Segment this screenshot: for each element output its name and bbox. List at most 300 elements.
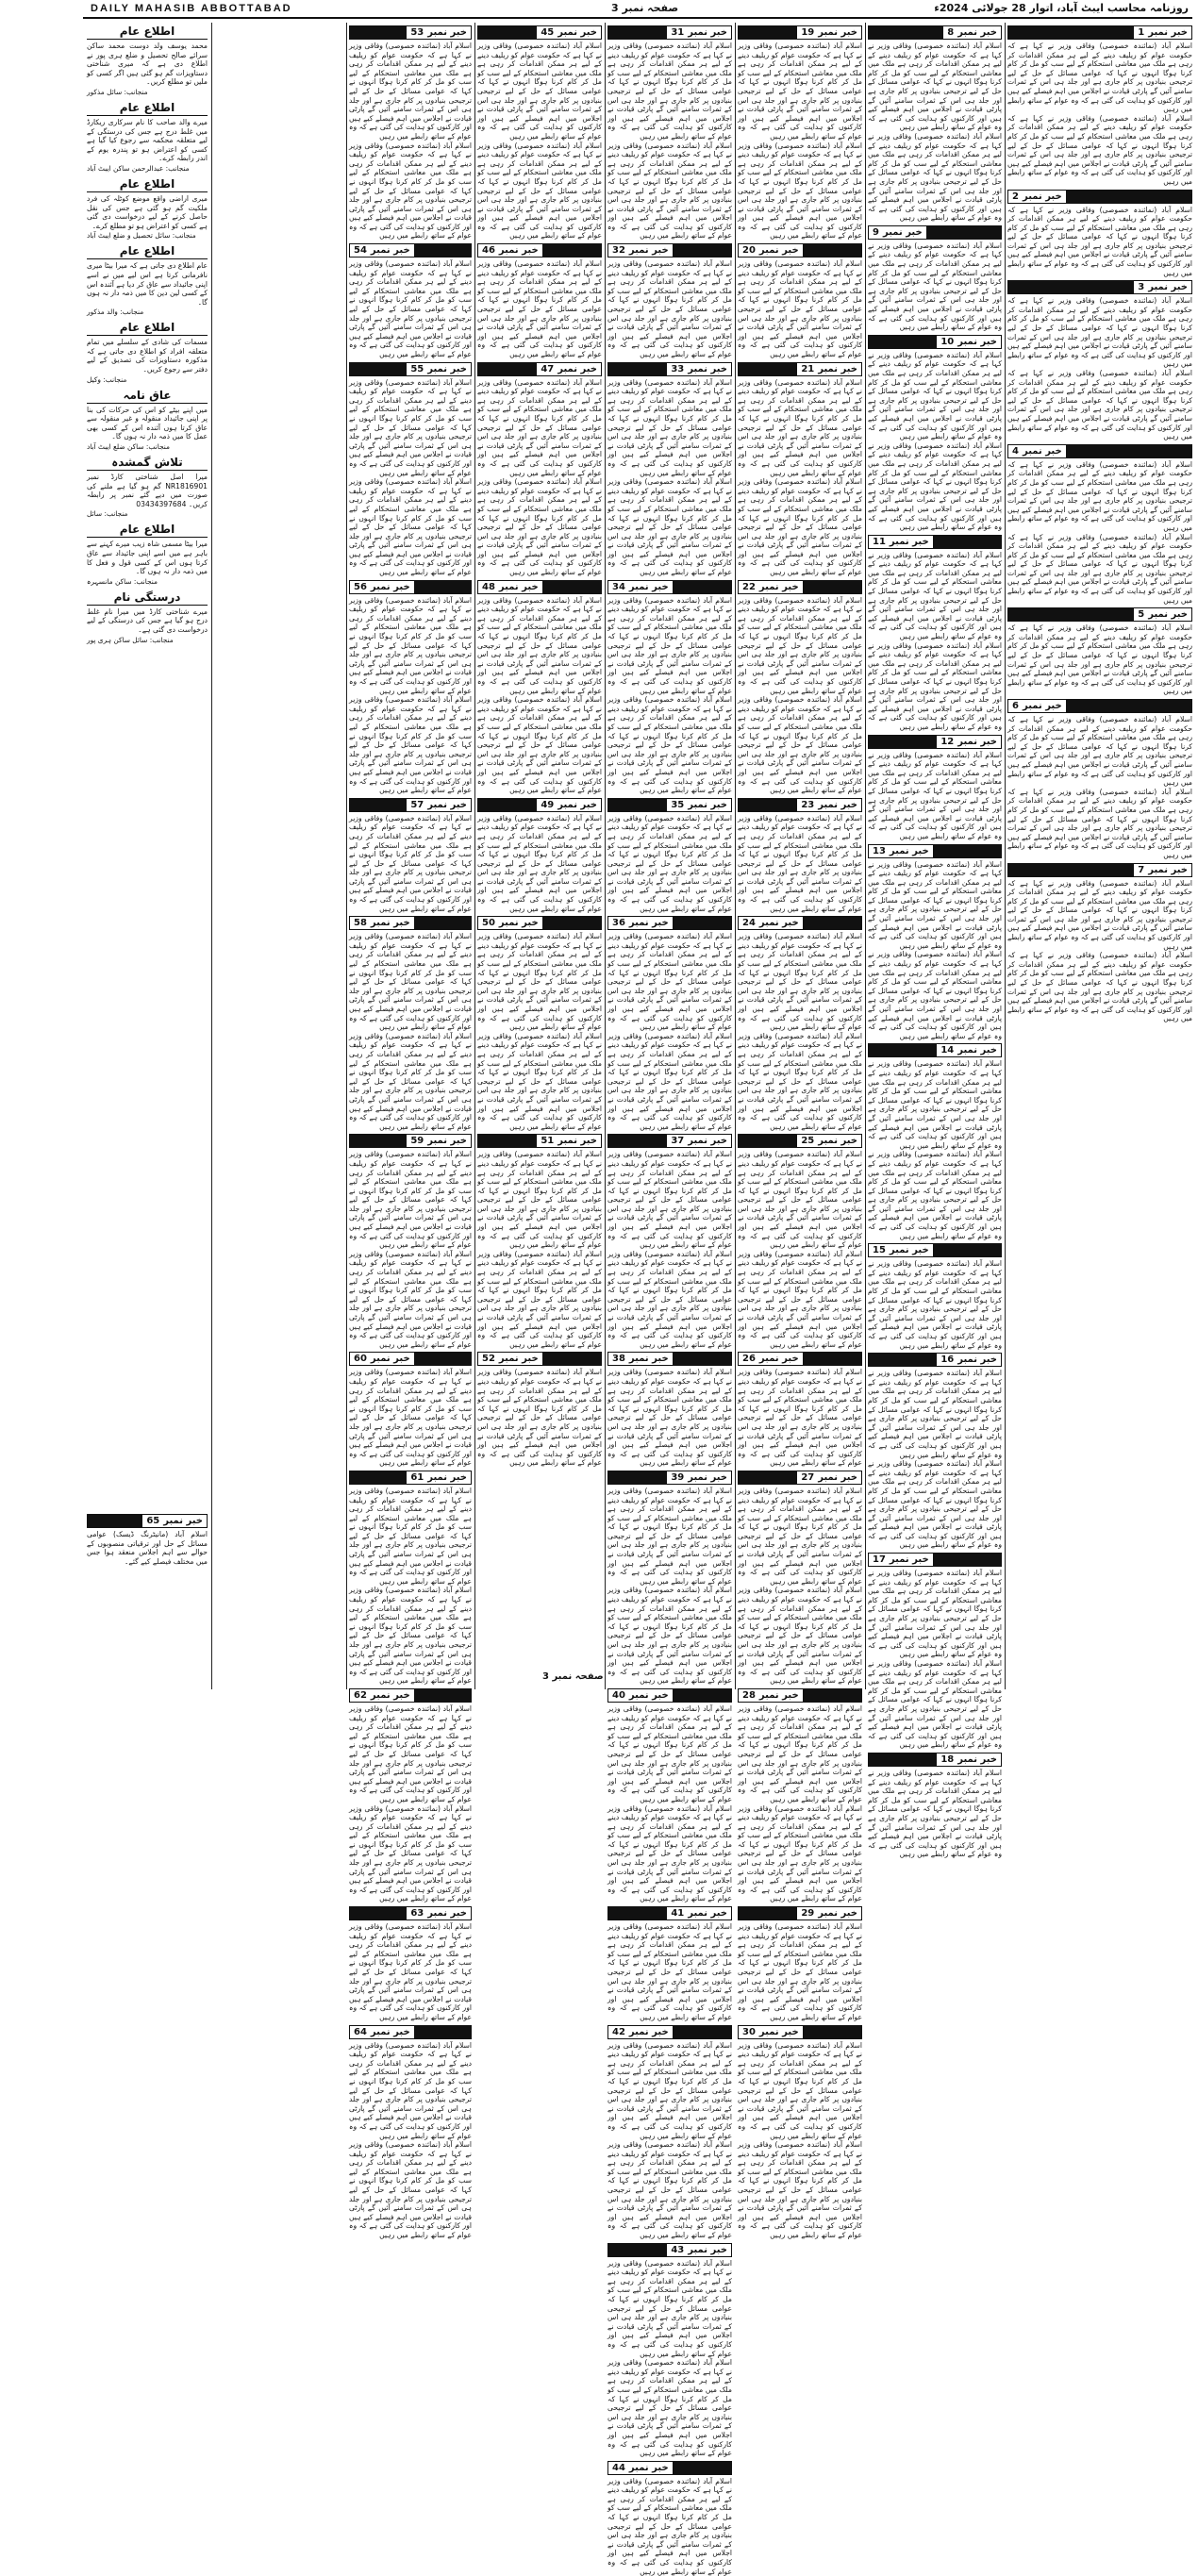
news-text: اسلام آباد (نمائندہ خصوصی) وفاقی وزیر نے کہا ہے کہ حکومت عوام کو ریلیف دینے کے لیے ہر ممکن اقدامات کر رہی ہے ملک میں معاشی استحکام کے لیے سب کو مل کر کام کرنا ہوگا انہوں نے کہا کہ عوامی مسائل کے حل کے لیے ترجیحی بنیادوں پر کام جاری ہے اور جلد ہی اس کے ثمرات سامنے آئیں گے پارٹی قیادت نے اجلاس میں اہم فیصلے کیے ہیں اور کارکنوں کو ہدایت کی گئی ہے کہ وہ عوام کے ساتھ رابطے میں رہیں — [868, 859, 1002, 950]
news-header — [607, 243, 732, 258]
news-number: 38 — [612, 1354, 625, 1365]
notice-text: محمد یوسف ولد دوست محمد ساکن سرائے صالح تحصیل و ضلع ہری پور نے اطلاع دی ہے کہ میری شناختی دستاویزات گم ہو گئی ہیں اگر کسی کو ملیں تو مطلع کریں۔ — [87, 42, 208, 87]
news-header — [607, 362, 732, 376]
news-headword: خبر نمبر — [688, 1136, 727, 1147]
column-4 — [477, 23, 602, 1689]
news-headword: خبر نمبر — [1148, 609, 1188, 621]
news-headword: خبر نمبر — [1022, 191, 1062, 202]
news-text: اسلام آباد (نمائندہ خصوصی) وفاقی وزیر نے کہا ہے کہ حکومت عوام کو ریلیف دینے کے لیے ہر ممکن اقدامات کر رہی ہے ملک میں معاشی استحکام کے لیے سب کو مل کر کام کرنا ہوگا انہوں نے کہا کہ عوامی مسائل کے حل کے لیے ترجیحی بنیادوں پر کام جاری ہے اور جلد ہی اس کے ثمرات سامنے آئیں گے پارٹی قیادت نے اجلاس میں اہم فیصلے کیے ہیں اور کارکنوں کو ہدایت کی گئی ہے کہ وہ عوام کے ساتھ رابطے میں رہیں — [349, 932, 472, 1032]
news-text: اسلام آباد (نمائندہ خصوصی) وفاقی وزیر نے کہا ہے کہ حکومت عوام کو ریلیف دینے کے لیے ہر ممکن اقدامات کر رہی ہے ملک میں معاشی استحکام کے لیے سب کو مل کر کام کرنا ہوگا انہوں نے کہا کہ عوامی مسائل کے حل کے لیے ترجیحی بنیادوں پر کام جاری ہے اور جلد ہی اس کے ثمرات سامنے آئیں گے پارٹی قیادت نے اجلاس میں اہم فیصلے کیے ہیں اور کارکنوں کو ہدایت کی گئی ہے کہ وہ عوام کے ساتھ رابطے میں رہیں — [607, 595, 732, 695]
public-notice — [87, 389, 208, 451]
news-item — [349, 243, 472, 359]
news-text: اسلام آباد (نمائندہ خصوصی) وفاقی وزیر نے کہا ہے کہ حکومت عوام کو ریلیف دینے کے لیے ہر ممکن اقدامات کر رہی ہے ملک میں معاشی استحکام کے لیے سب کو مل کر کام کرنا ہوگا انہوں نے کہا کہ عوامی مسائل کے حل کے لیے ترجیحی بنیادوں پر کام جاری ہے اور جلد ہی اس کے ثمرات سامنے آئیں گے پارٹی قیادت نے اجلاس میں اہم فیصلے کیے ہیں اور کارکنوں کو ہدایت کی گئی ہے کہ وہ عوام کے ساتھ رابطے میں رہیں — [607, 1249, 732, 1349]
news-text: اسلام آباد (نمائندہ خصوصی) وفاقی وزیر نے کہا ہے کہ حکومت عوام کو ریلیف دینے کے لیے ہر ممکن اقدامات کر رہی ہے ملک میں معاشی استحکام کے لیے سب کو مل کر کام کرنا ہوگا انہوں نے کہا کہ عوامی مسائل کے حل کے لیے ترجیحی بنیادوں پر کام جاری ہے اور جلد ہی اس کے ثمرات سامنے آئیں گے پارٹی قیادت نے اجلاس میں اہم فیصلے کیے ہیں اور کارکنوں کو ہدایت کی گئی ہے کہ وہ عوام کے ساتھ رابطے میں رہیں — [738, 1703, 862, 1803]
news-headword: خبر نمبر — [628, 918, 669, 929]
news-number: 5 — [1138, 609, 1145, 621]
news-headword: خبر نمبر — [628, 2026, 669, 2037]
news-headword: خبر نمبر — [628, 1689, 669, 1701]
news-text: اسلام آباد (نمائندہ خصوصی) وفاقی وزیر نے کہا ہے کہ حکومت عوام کو ریلیف دینے کے لیے ہر ممکن اقدامات کر رہی ہے ملک میں معاشی استحکام کے لیے سب کو مل کر کام کرنا ہوگا انہوں نے کہا کہ عوامی مسائل کے حل کے لیے ترجیحی بنیادوں پر کام جاری ہے اور جلد ہی اس کے ثمرات سامنے آئیں گے پارٹی قیادت نے اجلاس میں اہم فیصلے کیے ہیں اور کارکنوں کو ہدایت کی گئی ہے کہ وہ عوام کے ساتھ رابطے میں رہیں — [1007, 205, 1192, 277]
public-notice — [87, 321, 208, 383]
notice-signature: منجانب: سائل ساکن ہری پور — [87, 635, 174, 644]
news-item — [349, 2025, 472, 2240]
news-item — [1007, 607, 1192, 696]
news-number: 57 — [410, 799, 424, 810]
news-item — [1007, 190, 1192, 278]
notice-title: اطلاع عام — [87, 25, 208, 40]
news-item — [477, 1352, 602, 1468]
news-headword: خبر نمبر — [628, 2462, 669, 2473]
notice-signature: منجانب: ساکن مانسہرہ — [87, 576, 158, 586]
news-text: اسلام آباد (نمائندہ خصوصی) وفاقی وزیر نے کہا ہے کہ حکومت عوام کو ریلیف دینے کے لیے ہر ممکن اقدامات کر رہی ہے ملک میں معاشی استحکام کے لیے سب کو مل کر کام کرنا ہوگا انہوں نے کہا کہ عوامی مسائل کے حل کے لیے ترجیحی بنیادوں پر کام جاری ہے اور جلد ہی اس کے ثمرات سامنے آئیں گے پارٹی قیادت نے اجلاس میں اہم فیصلے کیے ہیں اور کارکنوں کو ہدایت کی گئی ہے کہ وہ عوام کے ساتھ رابطے میں رہیں — [607, 42, 732, 141]
news-item — [868, 1043, 1002, 1240]
news-text: اسلام آباد (نمائندہ خصوصی) وفاقی وزیر نے کہا ہے کہ حکومت عوام کو ریلیف دینے کے لیے ہر ممکن اقدامات کر رہی ہے ملک میں معاشی استحکام کے لیے سب کو مل کر کام کرنا ہوگا انہوں نے کہا کہ عوامی مسائل کے حل کے لیے ترجیحی بنیادوں پر کام جاری ہے اور جلد ہی اس کے ثمرات سامنے آئیں گے پارٹی قیادت نے اجلاس میں اہم فیصلے کیے ہیں اور کارکنوں کو ہدایت کی گئی ہے کہ وہ عوام کے ساتھ رابطے میں رہیں — [738, 259, 862, 358]
notice-title: تلاش گمشدہ — [87, 456, 208, 471]
news-text: اسلام آباد (نمائندہ خصوصی) وفاقی وزیر نے کہا ہے کہ حکومت عوام کو ریلیف دینے کے لیے ہر ممکن اقدامات کر رہی ہے ملک میں معاشی استحکام کے لیے سب کو مل کر کام کرنا ہوگا انہوں نے کہا کہ عوامی مسائل کے حل کے لیے ترجیحی بنیادوں پر کام جاری ہے اور جلد ہی اس کے ثمرات سامنے آئیں گے پارٹی قیادت نے اجلاس میں اہم فیصلے کیے ہیں اور کارکنوں کو ہدایت کی گئی ہے کہ وہ عوام کے ساتھ رابطے میں رہیں — [1007, 42, 1192, 114]
news-text: اسلام آباد (نمائندہ خصوصی) وفاقی وزیر نے کہا ہے کہ حکومت عوام کو ریلیف دینے کے لیے ہر ممکن اقدامات کر رہی ہے ملک میں معاشی استحکام کے لیے سب کو مل کر کام کرنا ہوگا انہوں نے کہا کہ عوامی مسائل کے حل کے لیے ترجیحی بنیادوں پر کام جاری ہے اور جلد ہی اس کے ثمرات سامنے آئیں گے پارٹی قیادت نے اجلاس میں اہم فیصلے کیے ہیں اور کارکنوں کو ہدایت کی گئی ہے کہ وہ عوام کے ساتھ رابطے میں رہیں — [738, 377, 862, 477]
news-header — [607, 2025, 732, 2039]
news-header — [349, 580, 472, 594]
news-headword: خبر نمبر — [957, 1354, 997, 1366]
news-text: اسلام آباد (نمائندہ خصوصی) وفاقی وزیر نے کہا ہے کہ حکومت عوام کو ریلیف دینے کے لیے ہر ممکن اقدامات کر رہی ہے ملک میں معاشی استحکام کے لیے سب کو مل کر کام کرنا ہوگا انہوں نے کہا کہ عوامی مسائل کے حل کے لیے ترجیحی بنیادوں پر کام جاری ہے اور جلد ہی اس کے ثمرات سامنے آئیں گے پارٹی قیادت نے اجلاس میں اہم فیصلے کیے ہیں اور کارکنوں کو ہدایت کی گئی ہے کہ وہ عوام کے ساتھ رابطے میں رہیں — [477, 477, 602, 577]
public-notice — [87, 244, 208, 316]
news-number: 44 — [612, 2462, 625, 2473]
news-headword: خبر نمبر — [498, 245, 539, 257]
news-number: 6 — [1012, 701, 1019, 711]
news-headword: خبر نمبر — [889, 536, 929, 547]
news-item — [349, 580, 472, 795]
news-item — [738, 1352, 862, 1468]
news-text: اسلام آباد (نمائندہ خصوصی) وفاقی وزیر نے کہا ہے کہ حکومت عوام کو ریلیف دینے کے لیے ہر ممکن اقدامات کر رہی ہے ملک میں معاشی استحکام کے لیے سب کو مل کر کام کرنا ہوگا انہوں نے کہا کہ عوامی مسائل کے حل کے لیے ترجیحی بنیادوں پر کام جاری ہے اور جلد ہی اس کے ثمرات سامنے آئیں گے پارٹی قیادت نے اجلاس میں اہم فیصلے کیے ہیں اور کارکنوں کو ہدایت کی گئی ہے کہ وہ عوام کے ساتھ رابطے میں رہیں — [738, 932, 862, 1032]
news-text: اسلام آباد (نمائندہ خصوصی) وفاقی وزیر نے کہا ہے کہ حکومت عوام کو ریلیف دینے کے لیے ہر ممکن اقدامات کر رہی ہے ملک میں معاشی استحکام کے لیے سب کو مل کر کام کرنا ہوگا انہوں نے کہا کہ عوامی مسائل کے حل کے لیے ترجیحی بنیادوں پر کام جاری ہے اور جلد ہی اس کے ثمرات سامنے آئیں گے پارٹی قیادت نے اجلاس میں اہم فیصلے کیے ہیں اور کارکنوں کو ہدایت کی گئی ہے کہ وہ عوام کے ساتھ رابطے میں رہیں — [738, 2140, 862, 2240]
news-headword: خبر نمبر — [758, 918, 799, 929]
news-item — [868, 1553, 1002, 1750]
news-text: اسلام آباد (نمائندہ خصوصی) وفاقی وزیر نے کہا ہے کہ حکومت عوام کو ریلیف دینے کے لیے ہر ممکن اقدامات کر رہی ہے ملک میں معاشی استحکام کے لیے سب کو مل کر کام کرنا ہوگا انہوں نے کہا کہ عوامی مسائل کے حل کے لیے ترجیحی بنیادوں پر کام جاری ہے اور جلد ہی اس کے ثمرات سامنے آئیں گے پارٹی قیادت نے اجلاس میں اہم فیصلے کیے ہیں اور کارکنوں کو ہدایت کی گئی ہے کہ وہ عوام کے ساتھ رابطے میں رہیں — [349, 595, 472, 695]
news-text: اسلام آباد (نمائندہ خصوصی) وفاقی وزیر نے کہا ہے کہ حکومت عوام کو ریلیف دینے کے لیے ہر ممکن اقدامات کر رہی ہے ملک میں معاشی استحکام کے لیے سب کو مل کر کام کرنا ہوگا انہوں نے کہا کہ عوامی مسائل کے حل کے لیے ترجیحی بنیادوں پر کام جاری ہے اور جلد ہی اس کے ثمرات سامنے آئیں گے پارٹی قیادت نے اجلاس میں اہم فیصلے کیے ہیں اور کارکنوں کو ہدایت کی گئی ہے کہ وہ عوام کے ساتھ رابطے میں رہیں — [738, 2040, 862, 2140]
news-number: 62 — [354, 1689, 367, 1701]
news-text: اسلام آباد (نمائندہ خصوصی) وفاقی وزیر نے کہا ہے کہ حکومت عوام کو ریلیف دینے کے لیے ہر ممکن اقدامات کر رہی ہے ملک میں معاشی استحکام کے لیے سب کو مل کر کام کرنا ہوگا انہوں نے کہا کہ عوامی مسائل کے حل کے لیے ترجیحی بنیادوں پر کام جاری ہے اور جلد ہی اس کے ثمرات سامنے آئیں گے پارٹی قیادت نے اجلاس میں اہم فیصلے کیے ہیں اور کارکنوں کو ہدایت کی گئی ہے کہ وہ عوام کے ساتھ رابطے میں رہیں — [607, 1586, 732, 1686]
news-headword: خبر نمبر — [688, 799, 727, 810]
notice-title: اطلاع عام — [87, 177, 208, 192]
news-header — [607, 798, 732, 812]
news-text: اسلام آباد (نمائندہ خصوصی) وفاقی وزیر نے کہا ہے کہ حکومت عوام کو ریلیف دینے کے لیے ہر ممکن اقدامات کر رہی ہے ملک میں معاشی استحکام کے لیے سب کو مل کر کام کرنا ہوگا انہوں نے کہا کہ عوامی مسائل کے حل کے لیے ترجیحی بنیادوں پر کام جاری ہے اور جلد ہی اس کے ثمرات سامنے آئیں گے پارٹی قیادت نے اجلاس میں اہم فیصلے کیے ہیں اور کارکنوں کو ہدایت کی گئی ہے کہ وہ عوام کے ساتھ رابطے میں رہیں — [349, 2140, 472, 2240]
news-text: اسلام آباد (نمائندہ خصوصی) وفاقی وزیر نے کہا ہے کہ حکومت عوام کو ریلیف دینے کے لیے ہر ممکن اقدامات کر رہی ہے ملک میں معاشی استحکام کے لیے سب کو مل کر کام کرنا ہوگا انہوں نے کہا کہ عوامی مسائل کے حل کے لیے ترجیحی بنیادوں پر کام جاری ہے اور جلد ہی اس کے ثمرات سامنے آئیں گے پارٹی قیادت نے اجلاس میں اہم فیصلے کیے ہیں اور کارکنوں کو ہدایت کی گئی ہے کہ وہ عوام کے ساتھ رابطے میں رہیں — [1007, 369, 1192, 441]
news-number: 29 — [801, 1908, 815, 1920]
news-number: 20 — [742, 245, 756, 257]
news-headword: خبر نمبر — [818, 27, 857, 38]
news-number: 37 — [671, 1136, 685, 1147]
news-text: اسلام آباد (نمائندہ خصوصی) وفاقی وزیر نے کہا ہے کہ حکومت عوام کو ریلیف دینے کے لیے ہر ممکن اقدامات کر رہی ہے ملک میں معاشی استحکام کے لیے سب کو مل کر کام کرنا ہوگا انہوں نے کہا کہ عوامی مسائل کے حل کے لیے ترجیحی بنیادوں پر کام جاری ہے اور جلد ہی اس کے ثمرات سامنے آئیں گے پارٹی قیادت نے اجلاس میں اہم فیصلے کیے ہیں اور کارکنوں کو ہدایت کی گئی ہے کہ وہ عوام کے ساتھ رابطے میں رہیں — [349, 695, 472, 795]
notice-signature: منجانب: ساکن ضلع ایبٹ آباد — [87, 442, 170, 452]
news-number: 7 — [1138, 864, 1145, 875]
news-headword: خبر نمبر — [688, 1471, 727, 1483]
news-item — [738, 580, 862, 795]
news-headword: خبر نمبر — [957, 27, 997, 38]
news-headword: خبر نمبر — [688, 363, 727, 374]
news-item — [738, 1688, 862, 1903]
news-item — [349, 1352, 472, 1468]
news-number: 48 — [482, 581, 495, 592]
news-item — [607, 580, 732, 795]
news-text: اسلام آباد (نمائندہ خصوصی) وفاقی وزیر نے کہا ہے کہ حکومت عوام کو ریلیف دینے کے لیے ہر ممکن اقدامات کر رہی ہے ملک میں معاشی استحکام کے لیے سب کو مل کر کام کرنا ہوگا انہوں نے کہا کہ عوامی مسائل کے حل کے لیے ترجیحی بنیادوں پر کام جاری ہے اور جلد ہی اس کے ثمرات سامنے آئیں گے پارٹی قیادت نے اجلاس میں اہم فیصلے کیے ہیں اور کارکنوں کو ہدایت کی گئی ہے کہ وہ عوام کے ساتھ رابطے میں رہیں — [868, 640, 1002, 731]
news-headword: خبر نمبر — [688, 2244, 727, 2255]
news-text: اسلام آباد (نمائندہ خصوصی) وفاقی وزیر نے کہا ہے کہ حکومت عوام کو ریلیف دینے کے لیے ہر ممکن اقدامات کر رہی ہے ملک میں معاشی استحکام کے لیے سب کو مل کر کام کرنا ہوگا انہوں نے کہا کہ عوامی مسائل کے حل کے لیے ترجیحی بنیادوں پر کام جاری ہے اور جلد ہی اس کے ثمرات سامنے آئیں گے پارٹی قیادت نے اجلاس میں اہم فیصلے کیے ہیں اور کارکنوں کو ہدایت کی گئی ہے کہ وہ عوام کے ساتھ رابطے میں رہیں — [349, 1803, 472, 1903]
news-number: 35 — [671, 799, 685, 810]
notice-signature: منجانب: وکیل — [87, 374, 127, 384]
news-text: اسلام آباد (نمائندہ خصوصی) وفاقی وزیر نے کہا ہے کہ حکومت عوام کو ریلیف دینے کے لیے ہر ممکن اقدامات کر رہی ہے ملک میں معاشی استحکام کے لیے سب کو مل کر کام کرنا ہوگا انہوں نے کہا کہ عوامی مسائل کے حل کے لیے ترجیحی بنیادوں پر کام جاری ہے اور جلد ہی اس کے ثمرات سامنے آئیں گے پارٹی قیادت نے اجلاس میں اہم فیصلے کیے ہیں اور کارکنوں کو ہدایت کی گئی ہے کہ وہ عوام کے ساتھ رابطے میں رہیں — [349, 813, 472, 913]
news-header — [738, 243, 862, 258]
news-headword: خبر نمبر — [370, 1354, 410, 1365]
news-text: اسلام آباد (نمائندہ خصوصی) وفاقی وزیر نے کہا ہے کہ حکومت عوام کو ریلیف دینے کے لیے ہر ممکن اقدامات کر رہی ہے ملک میں معاشی استحکام کے لیے سب کو مل کر کام کرنا ہوگا انہوں نے کہا کہ عوامی مسائل کے حل کے لیے ترجیحی بنیادوں پر کام جاری ہے اور جلد ہی اس کے ثمرات سامنے آئیں گے پارٹی قیادت نے اجلاس میں اہم فیصلے کیے ہیں اور کارکنوں کو ہدایت کی گئی ہے کہ وہ عوام کے ساتھ رابطے میں رہیں — [349, 477, 472, 577]
notice-text: میرا بیٹا مسمی شاہ زیب میرے کہنے سے باہر ہے میں اسے اپنی جائیداد سے عاق کرتا ہوں اس کے کسی قول و فعل کا میں ذمہ دار نہ ہوں گا۔ — [87, 540, 208, 576]
news-item — [868, 335, 1002, 532]
notice-text: مسمات کی شادی کے سلسلے میں تمام متعلقہ افراد کو اطلاع دی جاتی ہے کہ مذکورہ دستاویزات کی تصدیق کے لیے دفتر سے رجوع کریں۔ — [87, 338, 208, 374]
notice-title: اطلاع عام — [87, 523, 208, 538]
news-header — [738, 2025, 862, 2039]
column-3 — [607, 23, 732, 2576]
news-header — [349, 798, 472, 812]
news-number: 43 — [671, 2244, 685, 2255]
news-text: اسلام آباد (نمائندہ خصوصی) وفاقی وزیر نے کہا ہے کہ حکومت عوام کو ریلیف دینے کے لیے ہر ممکن اقدامات کر رہی ہے ملک میں معاشی استحکام کے لیے سب کو مل کر کام کرنا ہوگا انہوں نے کہا کہ عوامی مسائل کے حل کے لیے ترجیحی بنیادوں پر کام جاری ہے اور جلد ہی اس کے ثمرات سامنے آئیں گے پارٹی قیادت نے اجلاس میں اہم فیصلے کیے ہیں اور کارکنوں کو ہدایت کی گئی ہے کہ وہ عوام کے ساتھ رابطے میں رہیں — [349, 1150, 472, 1250]
news-text: اسلام آباد (نمائندہ خصوصی) وفاقی وزیر نے کہا ہے کہ حکومت عوام کو ریلیف دینے کے لیے ہر ممکن اقدامات کر رہی ہے ملک میں معاشی استحکام کے لیے سب کو مل کر کام کرنا ہوگا انہوں نے کہا کہ عوامی مسائل کے حل کے لیے ترجیحی بنیادوں پر کام جاری ہے اور جلد ہی اس کے ثمرات سامنے آئیں گے پارٹی قیادت نے اجلاس میں اہم فیصلے کیے ہیں اور کارکنوں کو ہدایت کی گئی ہے کہ وہ عوام کے ساتھ رابطے میں رہیں — [868, 1369, 1002, 1459]
news-header — [868, 844, 1002, 858]
news-number: 51 — [541, 1136, 555, 1147]
notice-text: میرے شناختی کارڈ میں میرا نام غلط درج ہو گیا ہے جس کی درستگی کے لیے درخواست دی گئی ہے۔ — [87, 607, 208, 634]
notice-signature: منجانب: عبدالرحمن ساکن ایبٹ آباد — [87, 163, 190, 173]
news-text: اسلام آباد (نمائندہ خصوصی) وفاقی وزیر نے کہا ہے کہ حکومت عوام کو ریلیف دینے کے لیے ہر ممکن اقدامات کر رہی ہے ملک میں معاشی استحکام کے لیے سب کو مل کر کام کرنا ہوگا انہوں نے کہا کہ عوامی مسائل کے حل کے لیے ترجیحی بنیادوں پر کام جاری ہے اور جلد ہی اس کے ثمرات سامنے آئیں گے پارٹی قیادت نے اجلاس میں اہم فیصلے کیے ہیں اور کارکنوں کو ہدایت کی گئی ہے کہ وہ عوام کے ساتھ رابطے میں رہیں — [477, 42, 602, 141]
news-text: اسلام آباد (نمائندہ خصوصی) وفاقی وزیر نے کہا ہے کہ حکومت عوام کو ریلیف دینے کے لیے ہر ممکن اقدامات کر رہی ہے ملک میں معاشی استحکام کے لیے سب کو مل کر کام کرنا ہوگا انہوں نے کہا کہ عوامی مسائل کے حل کے لیے ترجیحی بنیادوں پر کام جاری ہے اور جلد ہی اس کے ثمرات سامنے آئیں گے پارٹی قیادت نے اجلاس میں اہم فیصلے کیے ہیں اور کارکنوں کو ہدایت کی گئی ہے کہ وہ عوام کے ساتھ رابطے میں رہیں — [738, 695, 862, 795]
news-text: اسلام آباد (نمائندہ خصوصی) وفاقی وزیر نے کہا ہے کہ حکومت عوام کو ریلیف دینے کے لیے ہر ممکن اقدامات کر رہی ہے ملک میں معاشی استحکام کے لیے سب کو مل کر کام کرنا ہوگا انہوں نے کہا کہ عوامی مسائل کے حل کے لیے ترجیحی بنیادوں پر کام جاری ہے اور جلد ہی اس کے ثمرات سامنے آئیں گے پارٹی قیادت نے اجلاس میں اہم فیصلے کیے ہیں اور کارکنوں کو ہدایت کی گئی ہے کہ وہ عوام کے ساتھ رابطے میں رہیں — [868, 1659, 1002, 1750]
news-number: 53 — [410, 27, 424, 38]
news-number: 31 — [671, 27, 685, 38]
news-text: اسلام آباد (نمائندہ خصوصی) وفاقی وزیر نے کہا ہے کہ حکومت عوام کو ریلیف دینے کے لیے ہر ممکن اقدامات کر رہی ہے ملک میں معاشی استحکام کے لیے سب کو مل کر کام کرنا ہوگا انہوں نے کہا کہ عوامی مسائل کے حل کے لیے ترجیحی بنیادوں پر کام جاری ہے اور جلد ہی اس کے ثمرات سامنے آئیں گے پارٹی قیادت نے اجلاس میں اہم فیصلے کیے ہیں اور کارکنوں کو ہدایت کی گئی ہے کہ وہ عوام کے ساتھ رابطے میں رہیں — [477, 595, 602, 695]
news-item — [477, 1134, 602, 1349]
public-notice — [87, 25, 208, 96]
news-header — [477, 1352, 602, 1366]
news-headword: خبر نمبر — [427, 27, 467, 38]
news-header — [1007, 699, 1192, 713]
news-number: 17 — [873, 1554, 886, 1566]
news-text: اسلام آباد (نمائندہ خصوصی) وفاقی وزیر نے کہا ہے کہ حکومت عوام کو ریلیف دینے کے لیے ہر ممکن اقدامات کر رہی ہے ملک میں معاشی استحکام کے لیے سب کو مل کر کام کرنا ہوگا انہوں نے کہا کہ عوامی مسائل کے حل کے لیے ترجیحی بنیادوں پر کام جاری ہے اور جلد ہی اس کے ثمرات سامنے آئیں گے پارٹی قیادت نے اجلاس میں اہم فیصلے کیے ہیں اور کارکنوں کو ہدایت کی گئی ہے کہ وہ عوام کے ساتھ رابطے میں رہیں — [868, 750, 1002, 840]
news-headword: خبر نمبر — [557, 1136, 597, 1147]
column-5 — [349, 23, 472, 2240]
news-text: اسلام آباد (نمائندہ خصوصی) وفاقی وزیر نے کہا ہے کہ حکومت عوام کو ریلیف دینے کے لیے ہر ممکن اقدامات کر رہی ہے ملک میں معاشی استحکام کے لیے سب کو مل کر کام کرنا ہوگا انہوں نے کہا کہ عوامی مسائل کے حل کے لیے ترجیحی بنیادوں پر کام جاری ہے اور جلد ہی اس کے ثمرات سامنے آئیں گے پارٹی قیادت نے اجلاس میں اہم فیصلے کیے ہیں اور کارکنوں کو ہدایت کی گئی ہے کہ وہ عوام کے ساتھ رابطے میں رہیں — [349, 1249, 472, 1349]
news-header — [477, 1134, 602, 1148]
news-text: اسلام آباد (نمائندہ خصوصی) وفاقی وزیر نے کہا ہے کہ حکومت عوام کو ریلیف دینے کے لیے ہر ممکن اقدامات کر رہی ہے ملک میں معاشی استحکام کے لیے سب کو مل کر کام کرنا ہوگا انہوں نے کہا کہ عوامی مسائل کے حل کے لیے ترجیحی بنیادوں پر کام جاری ہے اور جلد ہی اس کے ثمرات سامنے آئیں گے پارٹی قیادت نے اجلاس میں اہم فیصلے کیے ہیں اور کارکنوں کو ہدایت کی گئی ہے کہ وہ عوام کے ساتھ رابطے میں رہیں — [607, 2358, 732, 2458]
news-headword: خبر نمبر — [557, 363, 597, 374]
notice-title: اطلاع عام — [87, 321, 208, 336]
news-text: اسلام آباد (نمائندہ خصوصی) وفاقی وزیر نے کہا ہے کہ حکومت عوام کو ریلیف دینے کے لیے ہر ممکن اقدامات کر رہی ہے ملک میں معاشی استحکام کے لیے سب کو مل کر کام کرنا ہوگا انہوں نے کہا کہ عوامی مسائل کے حل کے لیے ترجیحی بنیادوں پر کام جاری ہے اور جلد ہی اس کے ثمرات سامنے آئیں گے پارٹی قیادت نے اجلاس میں اہم فیصلے کیے ہیں اور کارکنوں کو ہدایت کی گئی ہے کہ وہ عوام کے ساتھ رابطے میں رہیں — [607, 695, 732, 795]
news-number: 18 — [940, 1753, 955, 1765]
news-text: اسلام آباد (نمائندہ خصوصی) وفاقی وزیر نے کہا ہے کہ حکومت عوام کو ریلیف دینے کے لیے ہر ممکن اقدامات کر رہی ہے ملک میں معاشی استحکام کے لیے سب کو مل کر کام کرنا ہوگا انہوں نے کہا کہ عوامی مسائل کے حل کے لیے ترجیحی بنیادوں پر کام جاری ہے اور جلد ہی اس کے ثمرات سامنے آئیں گے پارٹی قیادت نے اجلاس میں اہم فیصلے کیے ہیں اور کارکنوں کو ہدایت کی گئی ہے کہ وہ عوام کے ساتھ رابطے میں رہیں — [477, 932, 602, 1032]
news-text: اسلام آباد (نمائندہ خصوصی) وفاقی وزیر نے کہا ہے کہ حکومت عوام کو ریلیف دینے کے لیے ہر ممکن اقدامات کر رہی ہے ملک میں معاشی استحکام کے لیے سب کو مل کر کام کرنا ہوگا انہوں نے کہا کہ عوامی مسائل کے حل کے لیے ترجیحی بنیادوں پر کام جاری ہے اور جلد ہی اس کے ثمرات سامنے آئیں گے پارٹی قیادت نے اجلاس میں اہم فیصلے کیے ہیں اور کارکنوں کو ہدایت کی گئی ہے کہ وہ عوام کے ساتھ رابطے میں رہیں — [607, 1486, 732, 1586]
news-item — [349, 1688, 472, 1903]
news-text: اسلام آباد (نمائندہ خصوصی) وفاقی وزیر نے کہا ہے کہ حکومت عوام کو ریلیف دینے کے لیے ہر ممکن اقدامات کر رہی ہے ملک میں معاشی استحکام کے لیے سب کو مل کر کام کرنا ہوگا انہوں نے کہا کہ عوامی مسائل کے حل کے لیے ترجیحی بنیادوں پر کام جاری ہے اور جلد ہی اس کے ثمرات سامنے آئیں گے پارٹی قیادت نے اجلاس میں اہم فیصلے کیے ہیں اور کارکنوں کو ہدایت کی گئی ہے کہ وہ عوام کے ساتھ رابطے میں رہیں — [738, 1368, 862, 1468]
news-header — [738, 25, 862, 40]
news-text: اسلام آباد (نمائندہ خصوصی) وفاقی وزیر نے کہا ہے کہ حکومت عوام کو ریلیف دینے کے لیے ہر ممکن اقدامات کر رہی ہے ملک میں معاشی استحکام کے لیے سب کو مل کر کام کرنا ہوگا انہوں نے کہا کہ عوامی مسائل کے حل کے لیے ترجیحی بنیادوں پر کام جاری ہے اور جلد ہی اس کے ثمرات سامنے آئیں گے پارٹی قیادت نے اجلاس میں اہم فیصلے کیے ہیں اور کارکنوں کو ہدایت کی گئی ہے کہ وہ عوام کے ساتھ رابطے میں رہیں — [607, 2476, 732, 2576]
news-header — [349, 362, 472, 376]
bottom-news-box: خبر نمبر 65 اسلام آباد (مانیٹرنگ ڈیسک) عوامی مسائل کے حل اور ترقیاتی منصوبوں کے حوالے سے اہم اجلاس منعقد ہوا جس میں مختلف فیصلے کیے گئے۔ — [87, 1516, 208, 1566]
news-header — [349, 243, 472, 258]
news-number: 46 — [482, 245, 495, 257]
news-number: 34 — [612, 581, 625, 592]
news-number: 15 — [873, 1245, 886, 1256]
column-lead — [1007, 23, 1192, 1689]
news-item — [349, 1906, 472, 2022]
news-headword: خبر نمبر — [498, 581, 539, 592]
news-number: 27 — [801, 1471, 815, 1483]
news-header — [349, 1688, 472, 1703]
news-text: اسلام آباد (نمائندہ خصوصی) وفاقی وزیر نے کہا ہے کہ حکومت عوام کو ریلیف دینے کے لیے ہر ممکن اقدامات کر رہی ہے ملک میں معاشی استحکام کے لیے سب کو مل کر کام کرنا ہوگا انہوں نے کہا کہ عوامی مسائل کے حل کے لیے ترجیحی بنیادوں پر کام جاری ہے اور جلد ہی اس کے ثمرات سامنے آئیں گے پارٹی قیادت نے اجلاس میں اہم فیصلے کیے ہیں اور کارکنوں کو ہدایت کی گئی ہے کہ وہ عوام کے ساتھ رابطے میں رہیں — [868, 1459, 1002, 1550]
news-header — [868, 225, 1002, 240]
news-item — [607, 1688, 732, 1903]
news-headword: خبر نمبر — [1148, 864, 1188, 875]
news-number: 24 — [742, 918, 756, 929]
news-text: اسلام آباد (نمائندہ خصوصی) وفاقی وزیر نے کہا ہے کہ حکومت عوام کو ریلیف دینے کے لیے ہر ممکن اقدامات کر رہی ہے ملک میں معاشی استحکام کے لیے سب کو مل کر کام کرنا ہوگا انہوں نے کہا کہ عوامی مسائل کے حل کے لیے ترجیحی بنیادوں پر کام جاری ہے اور جلد ہی اس کے ثمرات سامنے آئیں گے پارٹی قیادت نے اجلاس میں اہم فیصلے کیے ہیں اور کارکنوں کو ہدایت کی گئی ہے کہ وہ عوام کے ساتھ رابطے میں رہیں — [868, 1569, 1002, 1659]
news-number: 64 — [354, 2026, 367, 2037]
news-headword: خبر نمبر — [427, 363, 467, 374]
news-text: اسلام آباد (نمائندہ خصوصی) وفاقی وزیر نے کہا ہے کہ حکومت عوام کو ریلیف دینے کے لیے ہر ممکن اقدامات کر رہی ہے ملک میں معاشی استحکام کے لیے سب کو مل کر کام کرنا ہوگا انہوں نے کہا کہ عوامی مسائل کے حل کے لیے ترجیحی بنیادوں پر کام جاری ہے اور جلد ہی اس کے ثمرات سامنے آئیں گے پارٹی قیادت نے اجلاس میں اہم فیصلے کیے ہیں اور کارکنوں کو ہدایت کی گئی ہے کہ وہ عوام کے ساتھ رابطے میں رہیں — [607, 2040, 732, 2140]
news-text: اسلام آباد (نمائندہ خصوصی) وفاقی وزیر نے کہا ہے کہ حکومت عوام کو ریلیف دینے کے لیے ہر ممکن اقدامات کر رہی ہے ملک میں معاشی استحکام کے لیے سب کو مل کر کام کرنا ہوگا انہوں نے کہا کہ عوامی مسائل کے حل کے لیے ترجیحی بنیادوں پر کام جاری ہے اور جلد ہی اس کے ثمرات سامنے آئیں گے پارٹی قیادت نے اجلاس میں اہم فیصلے کیے ہیں اور کارکنوں کو ہدایت کی گئی ہے کہ وہ عوام کے ساتھ رابطے میں رہیں — [738, 1486, 862, 1586]
news-header — [349, 1134, 472, 1148]
notice-signature: منجانب: سائل — [87, 509, 128, 519]
news-header — [738, 916, 862, 930]
news-text: اسلام آباد (نمائندہ خصوصی) وفاقی وزیر نے کہا ہے کہ حکومت عوام کو ریلیف دینے کے لیے ہر ممکن اقدامات کر رہی ہے ملک میں معاشی استحکام کے لیے سب کو مل کر کام کرنا ہوگا انہوں نے کہا کہ عوامی مسائل کے حل کے لیے ترجیحی بنیادوں پر کام جاری ہے اور جلد ہی اس کے ثمرات سامنے آئیں گے پارٹی قیادت نے اجلاس میں اہم فیصلے کیے ہیں اور کارکنوں کو ہدایت کی گئی ہے کہ وہ عوام کے ساتھ رابطے میں رہیں — [477, 1368, 602, 1468]
news-headword: خبر نمبر — [758, 1354, 799, 1365]
notice-title: اطلاع عام — [87, 244, 208, 259]
news-headword: خبر نمبر — [628, 245, 669, 257]
news-header — [607, 2243, 732, 2257]
news-text: اسلام آباد (نمائندہ خصوصی) وفاقی وزیر نے کہا ہے کہ حکومت عوام کو ریلیف دینے کے لیے ہر ممکن اقدامات کر رہی ہے ملک میں معاشی استحکام کے لیے سب کو مل کر کام کرنا ہوگا انہوں نے کہا کہ عوامی مسائل کے حل کے لیے ترجیحی بنیادوں پر کام جاری ہے اور جلد ہی اس کے ثمرات سامنے آئیں گے پارٹی قیادت نے اجلاس میں اہم فیصلے کیے ہیں اور کارکنوں کو ہدایت کی گئی ہے کہ وہ عوام کے ساتھ رابطے میں رہیں — [477, 1150, 602, 1250]
news-text: اسلام آباد (نمائندہ خصوصی) وفاقی وزیر نے کہا ہے کہ حکومت عوام کو ریلیف دینے کے لیے ہر ممکن اقدامات کر رہی ہے ملک میں معاشی استحکام کے لیے سب کو مل کر کام کرنا ہوگا انہوں نے کہا کہ عوامی مسائل کے حل کے لیے ترجیحی بنیادوں پر کام جاری ہے اور جلد ہی اس کے ثمرات سامنے آئیں گے پارٹی قیادت نے اجلاس میں اہم فیصلے کیے ہیں اور کارکنوں کو ہدایت کی گئی ہے کہ وہ عوام کے ساتھ رابطے میں رہیں — [607, 477, 732, 577]
news-text: اسلام آباد (نمائندہ خصوصی) وفاقی وزیر نے کہا ہے کہ حکومت عوام کو ریلیف دینے کے لیے ہر ممکن اقدامات کر رہی ہے ملک میں معاشی استحکام کے لیے سب کو مل کر کام کرنا ہوگا انہوں نے کہا کہ عوامی مسائل کے حل کے لیے ترجیحی بنیادوں پر کام جاری ہے اور جلد ہی اس کے ثمرات سامنے آئیں گے پارٹی قیادت نے اجلاس میں اہم فیصلے کیے ہیں اور کارکنوں کو ہدایت کی گئی ہے کہ وہ عوام کے ساتھ رابطے میں رہیں — [738, 1031, 862, 1131]
news-text: اسلام آباد (نمائندہ خصوصی) وفاقی وزیر نے کہا ہے کہ حکومت عوام کو ریلیف دینے کے لیے ہر ممکن اقدامات کر رہی ہے ملک میں معاشی استحکام کے لیے سب کو مل کر کام کرنا ہوگا انہوں نے کہا کہ عوامی مسائل کے حل کے لیے ترجیحی بنیادوں پر کام جاری ہے اور جلد ہی اس کے ثمرات سامنے آئیں گے پارٹی قیادت نے اجلاس میں اہم فیصلے کیے ہیں اور کارکنوں کو ہدایت کی گئی ہے کہ وہ عوام کے ساتھ رابطے میں رہیں — [1007, 532, 1192, 605]
news-header — [607, 1688, 732, 1703]
news-header — [607, 1906, 732, 1920]
news-headword: خبر نمبر — [758, 245, 799, 257]
news-text: اسلام آباد (نمائندہ خصوصی) وفاقی وزیر نے کہا ہے کہ حکومت عوام کو ریلیف دینے کے لیے ہر ممکن اقدامات کر رہی ہے ملک میں معاشی استحکام کے لیے سب کو مل کر کام کرنا ہوگا انہوں نے کہا کہ عوامی مسائل کے حل کے لیے ترجیحی بنیادوں پر کام جاری ہے اور جلد ہی اس کے ثمرات سامنے آئیں گے پارٹی قیادت نے اجلاس میں اہم فیصلے کیے ہیں اور کارکنوں کو ہدایت کی گئی ہے کہ وہ عوام کے ساتھ رابطے میں رہیں — [738, 1150, 862, 1250]
news-number: 41 — [671, 1908, 685, 1920]
news-item — [1007, 25, 1192, 187]
notice-title: اطلاع عام — [87, 101, 208, 116]
news-item — [477, 916, 602, 1131]
news-header — [738, 1688, 862, 1703]
notice-signature: منجانب: والد مذکور — [87, 307, 144, 317]
news-number: 33 — [671, 363, 685, 374]
news-headword: خبر نمبر — [758, 1689, 799, 1701]
news-text: اسلام آباد (نمائندہ خصوصی) وفاقی وزیر نے کہا ہے کہ حکومت عوام کو ریلیف دینے کے لیے ہر ممکن اقدامات کر رہی ہے ملک میں معاشی استحکام کے لیے سب کو مل کر کام کرنا ہوگا انہوں نے کہا کہ عوامی مسائل کے حل کے لیے ترجیحی بنیادوں پر کام جاری ہے اور جلد ہی اس کے ثمرات سامنے آئیں گے پارٹی قیادت نے اجلاس میں اہم فیصلے کیے ہیں اور کارکنوں کو ہدایت کی گئی ہے کہ وہ عوام کے ساتھ رابطے میں رہیں — [738, 1586, 862, 1686]
masthead — [83, 2, 1192, 19]
news-header — [1007, 444, 1192, 458]
news-headword: خبر نمبر — [957, 1753, 997, 1765]
news-number: 52 — [482, 1354, 495, 1365]
news-headword: خبر نمبر — [957, 1045, 997, 1056]
news-text: اسلام آباد (نمائندہ خصوصی) وفاقی وزیر نے کہا ہے کہ حکومت عوام کو ریلیف دینے کے لیے ہر ممکن اقدامات کر رہی ہے ملک میں معاشی استحکام کے لیے سب کو مل کر کام کرنا ہوگا انہوں نے کہا کہ عوامی مسائل کے حل کے لیے ترجیحی بنیادوں پر کام جاری ہے اور جلد ہی اس کے ثمرات سامنے آئیں گے پارٹی قیادت نے اجلاس میں اہم فیصلے کیے ہیں اور کارکنوں کو ہدایت کی گئی ہے کہ وہ عوام کے ساتھ رابطے میں رہیں — [349, 1368, 472, 1468]
news-headword: خبر نمبر — [1022, 445, 1062, 457]
news-headword: خبر نمبر — [818, 1471, 857, 1483]
notice-text: میں اپنے بیٹے کو اس کی حرکات کی بنا پر اپنی جائیداد منقولہ و غیر منقولہ سے عاق کرتا ہوں آئندہ اس کے کسی بھی عمل کا میں ذمہ دار نہ ہوں گا۔ — [87, 405, 208, 441]
news-item — [349, 362, 472, 577]
news-item — [349, 798, 472, 914]
news-text: اسلام آباد (نمائندہ خصوصی) وفاقی وزیر نے کہا ہے کہ حکومت عوام کو ریلیف دینے کے لیے ہر ممکن اقدامات کر رہی ہے ملک میں معاشی استحکام کے لیے سب کو مل کر کام کرنا ہوگا انہوں نے کہا کہ عوامی مسائل کے حل کے لیے ترجیحی بنیادوں پر کام جاری ہے اور جلد ہی اس کے ثمرات سامنے آئیں گے پارٹی قیادت نے اجلاس میں اہم فیصلے کیے ہیں اور کارکنوں کو ہدایت کی گئی ہے کہ وہ عوام کے ساتھ رابطے میں رہیں — [607, 377, 732, 477]
news-header — [868, 1553, 1002, 1567]
news-text: اسلام آباد (نمائندہ خصوصی) وفاقی وزیر نے کہا ہے کہ حکومت عوام کو ریلیف دینے کے لیے ہر ممکن اقدامات کر رہی ہے ملک میں معاشی استحکام کے لیے سب کو مل کر کام کرنا ہوگا انہوں نے کہا کہ عوامی مسائل کے حل کے لیے ترجیحی بنیادوں پر کام جاری ہے اور جلد ہی اس کے ثمرات سامنے آئیں گے پارٹی قیادت نے اجلاس میں اہم فیصلے کیے ہیں اور کارکنوں کو ہدایت کی گئی ہے کہ وہ عوام کے ساتھ رابطے میں رہیں — [1007, 113, 1192, 186]
news-headword: خبر نمبر — [628, 581, 669, 592]
news-headword: خبر نمبر — [370, 581, 410, 592]
news-number: 30 — [742, 2026, 756, 2037]
news-item — [738, 1906, 862, 2022]
news-item — [1007, 863, 1192, 1024]
news-item — [477, 798, 602, 914]
notice-title: درستگی نام — [87, 590, 208, 606]
masthead-date: روزنامہ محاسب ایبٹ آباد، اتوار 28 جولائی 2024ء — [934, 2, 1189, 14]
news-number: 54 — [354, 245, 367, 257]
public-notice — [87, 456, 208, 518]
news-number: 13 — [873, 845, 886, 856]
news-headword: خبر نمبر — [1148, 27, 1188, 38]
notice-signature: منجانب: سائل تحصیل و ضلع ایبٹ آباد — [87, 231, 196, 241]
news-number: 11 — [873, 536, 886, 547]
news-item — [607, 798, 732, 914]
news-item — [868, 1353, 1002, 1550]
news-header — [607, 916, 732, 930]
news-item — [349, 916, 472, 1131]
news-headword: خبر نمبر — [889, 845, 929, 856]
news-item — [607, 1906, 732, 2022]
news-item — [607, 25, 732, 241]
news-text: اسلام آباد (نمائندہ خصوصی) وفاقی وزیر نے کہا ہے کہ حکومت عوام کو ریلیف دینے کے لیے ہر ممکن اقدامات کر رہی ہے ملک میں معاشی استحکام کے لیے سب کو مل کر کام کرنا ہوگا انہوں نے کہا کہ عوامی مسائل کے حل کے لیے ترجیحی بنیادوں پر کام جاری ہے اور جلد ہی اس کے ثمرات سامنے آئیں گے پارٹی قیادت نے اجلاس میں اہم فیصلے کیے ہیں اور کارکنوں کو ہدایت کی گئی ہے کہ وہ عوام کے ساتھ رابطے میں رہیں — [738, 42, 862, 141]
news-header — [477, 798, 602, 812]
news-headword: خبر نمبر — [818, 363, 857, 374]
news-text: اسلام آباد (نمائندہ خصوصی) وفاقی وزیر نے کہا ہے کہ حکومت عوام کو ریلیف دینے کے لیے ہر ممکن اقدامات کر رہی ہے ملک میں معاشی استحکام کے لیے سب کو مل کر کام کرنا ہوگا انہوں نے کہا کہ عوامی مسائل کے حل کے لیے ترجیحی بنیادوں پر کام جاری ہے اور جلد ہی اس کے ثمرات سامنے آئیں گے پارٹی قیادت نے اجلاس میں اہم فیصلے کیے ہیں اور کارکنوں کو ہدایت کی گئی ہے کہ وہ عوام کے ساتھ رابطے میں رہیں — [738, 813, 862, 913]
news-number: 4 — [1012, 445, 1019, 457]
news-item — [349, 1134, 472, 1349]
news-text: اسلام آباد (نمائندہ خصوصی) وفاقی وزیر نے کہا ہے کہ حکومت عوام کو ریلیف دینے کے لیے ہر ممکن اقدامات کر رہی ہے ملک میں معاشی استحکام کے لیے سب کو مل کر کام کرنا ہوگا انہوں نے کہا کہ عوامی مسائل کے حل کے لیے ترجیحی بنیادوں پر کام جاری ہے اور جلد ہی اس کے ثمرات سامنے آئیں گے پارٹی قیادت نے اجلاس میں اہم فیصلے کیے ہیں اور کارکنوں کو ہدایت کی گئی ہے کہ وہ عوام کے ساتھ رابطے میں رہیں — [607, 2258, 732, 2358]
news-header — [349, 1471, 472, 1485]
news-item — [868, 1243, 1002, 1350]
news-text: اسلام آباد (نمائندہ خصوصی) وفاقی وزیر نے کہا ہے کہ حکومت عوام کو ریلیف دینے کے لیے ہر ممکن اقدامات کر رہی ہے ملک میں معاشی استحکام کے لیے سب کو مل کر کام کرنا ہوگا انہوں نے کہا کہ عوامی مسائل کے حل کے لیے ترجیحی بنیادوں پر کام جاری ہے اور جلد ہی اس کے ثمرات سامنے آئیں گے پارٹی قیادت نے اجلاس میں اہم فیصلے کیے ہیں اور کارکنوں کو ہدایت کی گئی ہے کہ وہ عوام کے ساتھ رابطے میں رہیں — [868, 1259, 1002, 1350]
news-header — [607, 25, 732, 40]
news-item — [477, 580, 602, 795]
news-text: اسلام آباد (نمائندہ خصوصی) وفاقی وزیر نے کہا ہے کہ حکومت عوام کو ریلیف دینے کے لیے ہر ممکن اقدامات کر رہی ہے ملک میں معاشی استحکام کے لیے سب کو مل کر کام کرنا ہوگا انہوں نے کہا کہ عوامی مسائل کے حل کے لیے ترجیحی بنیادوں پر کام جاری ہے اور جلد ہی اس کے ثمرات سامنے آئیں گے پارٹی قیادت نے اجلاس میں اہم فیصلے کیے ہیں اور کارکنوں کو ہدایت کی گئی ہے کہ وہ عوام کے ساتھ رابطے میں رہیں — [349, 1703, 472, 1803]
news-header — [868, 1243, 1002, 1257]
news-text: اسلام آباد (نمائندہ خصوصی) وفاقی وزیر نے کہا ہے کہ حکومت عوام کو ریلیف دینے کے لیے ہر ممکن اقدامات کر رہی ہے ملک میں معاشی استحکام کے لیے سب کو مل کر کام کرنا ہوگا انہوں نے کہا کہ عوامی مسائل کے حل کے لیے ترجیحی بنیادوں پر کام جاری ہے اور جلد ہی اس کے ثمرات سامنے آئیں گے پارٹی قیادت نے اجلاس میں اہم فیصلے کیے ہیں اور کارکنوں کو ہدایت کی گئی ہے کہ وہ عوام کے ساتھ رابطے میں رہیں — [607, 1803, 732, 1903]
news-headword: خبر نمبر — [758, 2026, 799, 2037]
news-text: اسلام آباد (نمائندہ خصوصی) وفاقی وزیر نے کہا ہے کہ حکومت عوام کو ریلیف دینے کے لیے ہر ممکن اقدامات کر رہی ہے ملک میں معاشی استحکام کے لیے سب کو مل کر کام کرنا ہوگا انہوں نے کہا کہ عوامی مسائل کے حل کے لیے ترجیحی بنیادوں پر کام جاری ہے اور جلد ہی اس کے ثمرات سامنے آئیں گے پارٹی قیادت نے اجلاس میں اہم فیصلے کیے ہیں اور کارکنوں کو ہدایت کی گئی ہے کہ وہ عوام کے ساتھ رابطے میں رہیں — [868, 950, 1002, 1040]
column-6 — [215, 23, 343, 1689]
news-text: اسلام آباد (نمائندہ خصوصی) وفاقی وزیر نے کہا ہے کہ حکومت عوام کو ریلیف دینے کے لیے ہر ممکن اقدامات کر رہی ہے ملک میں معاشی استحکام کے لیے سب کو مل کر کام کرنا ہوگا انہوں نے کہا کہ عوامی مسائل کے حل کے لیے ترجیحی بنیادوں پر کام جاری ہے اور جلد ہی اس کے ثمرات سامنے آئیں گے پارٹی قیادت نے اجلاس میں اہم فیصلے کیے ہیں اور کارکنوں کو ہدایت کی گئی ہے کہ وہ عوام کے ساتھ رابطے میں رہیں — [349, 42, 472, 141]
news-number: 47 — [541, 363, 555, 374]
news-text: اسلام آباد (نمائندہ خصوصی) وفاقی وزیر نے کہا ہے کہ حکومت عوام کو ریلیف دینے کے لیے ہر ممکن اقدامات کر رہی ہے ملک میں معاشی استحکام کے لیے سب کو مل کر کام کرنا ہوگا انہوں نے کہا کہ عوامی مسائل کے حل کے لیے ترجیحی بنیادوں پر کام جاری ہے اور جلد ہی اس کے ثمرات سامنے آئیں گے پارٹی قیادت نے اجلاس میں اہم فیصلے کیے ہیں اور کارکنوں کو ہدایت کی گئی ہے کہ وہ عوام کے ساتھ رابطے میں رہیں — [477, 1031, 602, 1131]
news-item — [868, 844, 1002, 1041]
news-text: اسلام آباد (نمائندہ خصوصی) وفاقی وزیر نے کہا ہے کہ حکومت عوام کو ریلیف دینے کے لیے ہر ممکن اقدامات کر رہی ہے ملک میں معاشی استحکام کے لیے سب کو مل کر کام کرنا ہوگا انہوں نے کہا کہ عوامی مسائل کے حل کے لیے ترجیحی بنیادوں پر کام جاری ہے اور جلد ہی اس کے ثمرات سامنے آئیں گے پارٹی قیادت نے اجلاس میں اہم فیصلے کیے ہیں اور کارکنوں کو ہدایت کی گئی ہے کہ وہ عوام کے ساتھ رابطے میں رہیں — [607, 2140, 732, 2240]
news-item — [349, 25, 472, 241]
column-1 — [868, 23, 1002, 1859]
news-headword: خبر نمبر — [818, 799, 857, 810]
news-item — [738, 243, 862, 359]
news-text: اسلام آباد (نمائندہ خصوصی) وفاقی وزیر نے کہا ہے کہ حکومت عوام کو ریلیف دینے کے لیے ہر ممکن اقدامات کر رہی ہے ملک میں معاشی استحکام کے لیے سب کو مل کر کام کرنا ہوگا انہوں نے کہا کہ عوامی مسائل کے حل کے لیے ترجیحی بنیادوں پر کام جاری ہے اور جلد ہی اس کے ثمرات سامنے آئیں گے پارٹی قیادت نے اجلاس میں اہم فیصلے کیے ہیں اور کارکنوں کو ہدایت کی گئی ہے کہ وہ عوام کے ساتھ رابطے میں رہیں — [349, 141, 472, 241]
news-text: اسلام آباد (نمائندہ خصوصی) وفاقی وزیر نے کہا ہے کہ حکومت عوام کو ریلیف دینے کے لیے ہر ممکن اقدامات کر رہی ہے ملک میں معاشی استحکام کے لیے سب کو مل کر کام کرنا ہوگا انہوں نے کہا کہ عوامی مسائل کے حل کے لیے ترجیحی بنیادوں پر کام جاری ہے اور جلد ہی اس کے ثمرات سامنے آئیں گے پارٹی قیادت نے اجلاس میں اہم فیصلے کیے ہیں اور کارکنوں کو ہدایت کی گئی ہے کہ وہ عوام کے ساتھ رابطے میں رہیں — [607, 141, 732, 241]
news-header — [607, 1352, 732, 1366]
news-item — [477, 243, 602, 359]
news-item — [738, 2025, 862, 2240]
news-headword: خبر نمبر — [688, 27, 727, 38]
news-number: 49 — [541, 799, 555, 810]
news-item — [607, 362, 732, 577]
news-number: 10 — [940, 336, 955, 347]
news-headword: خبر نمبر — [498, 918, 539, 929]
news-text: اسلام آباد (نمائندہ خصوصی) وفاقی وزیر نے کہا ہے کہ حکومت عوام کو ریلیف دینے کے لیے ہر ممکن اقدامات کر رہی ہے ملک میں معاشی استحکام کے لیے سب کو مل کر کام کرنا ہوگا انہوں نے کہا کہ عوامی مسائل کے حل کے لیے ترجیحی بنیادوں پر کام جاری ہے اور جلد ہی اس کے ثمرات سامنے آئیں گے پارٹی قیادت نے اجلاس میں اہم فیصلے کیے ہیں اور کارکنوں کو ہدایت کی گئی ہے کہ وہ عوام کے ساتھ رابطے میں رہیں — [738, 595, 862, 695]
news-number: 25 — [801, 1136, 815, 1147]
news-item — [477, 25, 602, 241]
news-item — [738, 362, 862, 577]
news-text: اسلام آباد (نمائندہ خصوصی) وفاقی وزیر نے کہا ہے کہ حکومت عوام کو ریلیف دینے کے لیے ہر ممکن اقدامات کر رہی ہے ملک میں معاشی استحکام کے لیے سب کو مل کر کام کرنا ہوگا انہوں نے کہا کہ عوامی مسائل کے حل کے لیے ترجیحی بنیادوں پر کام جاری ہے اور جلد ہی اس کے ثمرات سامنے آئیں گے پارٹی قیادت نے اجلاس میں اہم فیصلے کیے ہیں اور کارکنوں کو ہدایت کی گئی ہے کہ وہ عوام کے ساتھ رابطے میں رہیں — [868, 1150, 1002, 1240]
news-number: 45 — [541, 27, 555, 38]
news-item — [607, 1352, 732, 1468]
news-item — [868, 25, 1002, 223]
news-text: اسلام آباد (نمائندہ خصوصی) وفاقی وزیر نے کہا ہے کہ حکومت عوام کو ریلیف دینے کے لیے ہر ممکن اقدامات کر رہی ہے ملک میں معاشی استحکام کے لیے سب کو مل کر کام کرنا ہوگا انہوں نے کہا کہ عوامی مسائل کے حل کے لیے ترجیحی بنیادوں پر کام جاری ہے اور جلد ہی اس کے ثمرات سامنے آئیں گے پارٹی قیادت نے اجلاس میں اہم فیصلے کیے ہیں اور کارکنوں کو ہدایت کی گئی ہے کہ وہ عوام کے ساتھ رابطے میں رہیں — [477, 259, 602, 358]
news-headword: خبر نمبر — [758, 581, 799, 592]
news-headword: خبر نمبر — [498, 1354, 539, 1365]
news-text: اسلام آباد (نمائندہ خصوصی) وفاقی وزیر نے کہا ہے کہ حکومت عوام کو ریلیف دینے کے لیے ہر ممکن اقدامات کر رہی ہے ملک میں معاشی استحکام کے لیے سب کو مل کر کام کرنا ہوگا انہوں نے کہا کہ عوامی مسائل کے حل کے لیے ترجیحی بنیادوں پر کام جاری ہے اور جلد ہی اس کے ثمرات سامنے آئیں گے پارٹی قیادت نے اجلاس میں اہم فیصلے کیے ہیں اور کارکنوں کو ہدایت کی گئی ہے کہ وہ عوام کے ساتھ رابطے میں رہیں — [349, 377, 472, 477]
news-text: اسلام آباد (نمائندہ خصوصی) وفاقی وزیر نے کہا ہے کہ حکومت عوام کو ریلیف دینے کے لیے ہر ممکن اقدامات کر رہی ہے ملک میں معاشی استحکام کے لیے سب کو مل کر کام کرنا ہوگا انہوں نے کہا کہ عوامی مسائل کے حل کے لیے ترجیحی بنیادوں پر کام جاری ہے اور جلد ہی اس کے ثمرات سامنے آئیں گے پارٹی قیادت نے اجلاس میں اہم فیصلے کیے ہیں اور کارکنوں کو ہدایت کی گئی ہے کہ وہ عوام کے ساتھ رابطے میں رہیں — [349, 1486, 472, 1586]
news-headword: خبر نمبر — [957, 336, 997, 347]
notice-title: عاق نامہ — [87, 389, 208, 404]
news-item — [868, 735, 1002, 841]
news-text: اسلام آباد (نمائندہ خصوصی) وفاقی وزیر نے کہا ہے کہ حکومت عوام کو ریلیف دینے کے لیے ہر ممکن اقدامات کر رہی ہے ملک میں معاشی استحکام کے لیے سب کو مل کر کام کرنا ہوگا انہوں نے کہا کہ عوامی مسائل کے حل کے لیے ترجیحی بنیادوں پر کام جاری ہے اور جلد ہی اس کے ثمرات سامنے آئیں گے پارٹی قیادت نے اجلاس میں اہم فیصلے کیے ہیں اور کارکنوں کو ہدایت کی گئی ہے کہ وہ عوام کے ساتھ رابطے میں رہیں — [349, 259, 472, 358]
news-headword: خبر نمبر — [427, 799, 467, 810]
news-number: 59 — [410, 1136, 424, 1147]
news-headword: خبر نمبر — [889, 1554, 929, 1566]
news-text: اسلام آباد (نمائندہ خصوصی) وفاقی وزیر نے کہا ہے کہ حکومت عوام کو ریلیف دینے کے لیے ہر ممکن اقدامات کر رہی ہے ملک میں معاشی استحکام کے لیے سب کو مل کر کام کرنا ہوگا انہوں نے کہا کہ عوامی مسائل کے حل کے لیے ترجیحی بنیادوں پر کام جاری ہے اور جلد ہی اس کے ثمرات سامنے آئیں گے پارٹی قیادت نے اجلاس میں اہم فیصلے کیے ہیں اور کارکنوں کو ہدایت کی گئی ہے کہ وہ عوام کے ساتھ رابطے میں رہیں — [1007, 623, 1192, 696]
news-headword: خبر نمبر — [889, 1245, 929, 1256]
news-headword: خبر نمبر — [882, 226, 923, 238]
news-number: 23 — [801, 799, 815, 810]
news-header — [868, 535, 1002, 549]
news-header — [1007, 190, 1192, 204]
news-text: اسلام آباد (نمائندہ خصوصی) وفاقی وزیر نے کہا ہے کہ حکومت عوام کو ریلیف دینے کے لیے ہر ممکن اقدامات کر رہی ہے ملک میں معاشی استحکام کے لیے سب کو مل کر کام کرنا ہوگا انہوں نے کہا کہ عوامی مسائل کے حل کے لیے ترجیحی بنیادوں پر کام جاری ہے اور جلد ہی اس کے ثمرات سامنے آئیں گے پارٹی قیادت نے اجلاس میں اہم فیصلے کیے ہیں اور کارکنوں کو ہدایت کی گئی ہے کہ وہ عوام کے ساتھ رابطے میں رہیں — [607, 1368, 732, 1468]
news-text: اسلام آباد (نمائندہ خصوصی) وفاقی وزیر نے کہا ہے کہ حکومت عوام کو ریلیف دینے کے لیے ہر ممکن اقدامات کر رہی ہے ملک میں معاشی استحکام کے لیے سب کو مل کر کام کرنا ہوگا انہوں نے کہا کہ عوامی مسائل کے حل کے لیے ترجیحی بنیادوں پر کام جاری ہے اور جلد ہی اس کے ثمرات سامنے آئیں گے پارٹی قیادت نے اجلاس میں اہم فیصلے کیے ہیں اور کارکنوں کو ہدایت کی گئی ہے کہ وہ عوام کے ساتھ رابطے میں رہیں — [607, 1150, 732, 1250]
news-text: اسلام آباد (نمائندہ خصوصی) وفاقی وزیر نے کہا ہے کہ حکومت عوام کو ریلیف دینے کے لیے ہر ممکن اقدامات کر رہی ہے ملک میں معاشی استحکام کے لیے سب کو مل کر کام کرنا ہوگا انہوں نے کہا کہ عوامی مسائل کے حل کے لیے ترجیحی بنیادوں پر کام جاری ہے اور جلد ہی اس کے ثمرات سامنے آئیں گے پارٹی قیادت نے اجلاس میں اہم فیصلے کیے ہیں اور کارکنوں کو ہدایت کی گئی ہے کہ وہ عوام کے ساتھ رابطے میں رہیں — [607, 1703, 732, 1803]
news-text: اسلام آباد (نمائندہ خصوصی) وفاقی وزیر نے کہا ہے کہ حکومت عوام کو ریلیف دینے کے لیے ہر ممکن اقدامات کر رہی ہے ملک میں معاشی استحکام کے لیے سب کو مل کر کام کرنا ہوگا انہوں نے کہا کہ عوامی مسائل کے حل کے لیے ترجیحی بنیادوں پر کام جاری ہے اور جلد ہی اس کے ثمرات سامنے آئیں گے پارٹی قیادت نے اجلاس میں اہم فیصلے کیے ہیں اور کارکنوں کو ہدایت کی گئی ہے کہ وہ عوام کے ساتھ رابطے میں رہیں — [738, 1249, 862, 1349]
news-item — [738, 798, 862, 914]
news-text: اسلام آباد (نمائندہ خصوصی) وفاقی وزیر نے کہا ہے کہ حکومت عوام کو ریلیف دینے کے لیے ہر ممکن اقدامات کر رہی ہے ملک میں معاشی استحکام کے لیے سب کو مل کر کام کرنا ہوگا انہوں نے کہا کہ عوامی مسائل کے حل کے لیے ترجیحی بنیادوں پر کام جاری ہے اور جلد ہی اس کے ثمرات سامنے آئیں گے پارٹی قیادت نے اجلاس میں اہم فیصلے کیے ہیں اور کارکنوں کو ہدایت کی گئی ہے کہ وہ عوام کے ساتھ رابطے میں رہیں — [738, 477, 862, 577]
news-headword: خبر نمبر — [688, 1908, 727, 1920]
news-headword: خبر نمبر — [370, 2026, 410, 2037]
news-number: 36 — [612, 918, 625, 929]
news-item — [1007, 280, 1192, 441]
news-text: اسلام آباد (نمائندہ خصوصی) وفاقی وزیر نے کہا ہے کہ حکومت عوام کو ریلیف دینے کے لیے ہر ممکن اقدامات کر رہی ہے ملک میں معاشی استحکام کے لیے سب کو مل کر کام کرنا ہوگا انہوں نے کہا کہ عوامی مسائل کے حل کے لیے ترجیحی بنیادوں پر کام جاری ہے اور جلد ہی اس کے ثمرات سامنے آئیں گے پارٹی قیادت نے اجلاس میں اہم فیصلے کیے ہیں اور کارکنوں کو ہدایت کی گئی ہے کہ وہ عوام کے ساتھ رابطے میں رہیں — [1007, 878, 1192, 951]
news-number: 39 — [671, 1471, 685, 1483]
news-header — [349, 25, 472, 40]
public-notice — [87, 101, 208, 173]
news-number: 9 — [873, 226, 879, 238]
news-header — [1007, 280, 1192, 294]
news-header — [738, 1471, 862, 1485]
news-text: اسلام آباد (نمائندہ خصوصی) وفاقی وزیر نے کہا ہے کہ حکومت عوام کو ریلیف دینے کے لیے ہر ممکن اقدامات کر رہی ہے ملک میں معاشی استحکام کے لیے سب کو مل کر کام کرنا ہوگا انہوں نے کہا کہ عوامی مسائل کے حل کے لیے ترجیحی بنیادوں پر کام جاری ہے اور جلد ہی اس کے ثمرات سامنے آئیں گے پارٹی قیادت نے اجلاس میں اہم فیصلے کیے ہیں اور کارکنوں کو ہدایت کی گئی ہے کہ وہ عوام کے ساتھ رابطے میں رہیں — [868, 1059, 1002, 1150]
public-notice — [87, 177, 208, 240]
news-text: اسلام آباد (نمائندہ خصوصی) وفاقی وزیر نے کہا ہے کہ حکومت عوام کو ریلیف دینے کے لیے ہر ممکن اقدامات کر رہی ہے ملک میں معاشی استحکام کے لیے سب کو مل کر کام کرنا ہوگا انہوں نے کہا کہ عوامی مسائل کے حل کے لیے ترجیحی بنیادوں پر کام جاری ہے اور جلد ہی اس کے ثمرات سامنے آئیں گے پارٹی قیادت نے اجلاس میں اہم فیصلے کیے ہیں اور کارکنوں کو ہدایت کی گئی ہے کہ وہ عوام کے ساتھ رابطے میں رہیں — [349, 1586, 472, 1686]
news-item — [607, 1134, 732, 1349]
news-item — [738, 916, 862, 1131]
news-headword: خبر نمبر — [628, 1354, 669, 1365]
news-text: اسلام آباد (مانیٹرنگ ڈیسک) عوامی مسائل کے حل اور ترقیاتی منصوبوں کے حوالے سے اہم اجلاس منعقد ہوا جس میں مختلف فیصلے کیے گئے۔ — [87, 1530, 208, 1566]
news-header — [868, 1353, 1002, 1367]
news-header — [349, 1352, 472, 1366]
news-headword: خبر نمبر — [1022, 701, 1062, 711]
news-number: 40 — [612, 1689, 625, 1701]
news-number: 1 — [1138, 27, 1145, 38]
news-header — [477, 243, 602, 258]
